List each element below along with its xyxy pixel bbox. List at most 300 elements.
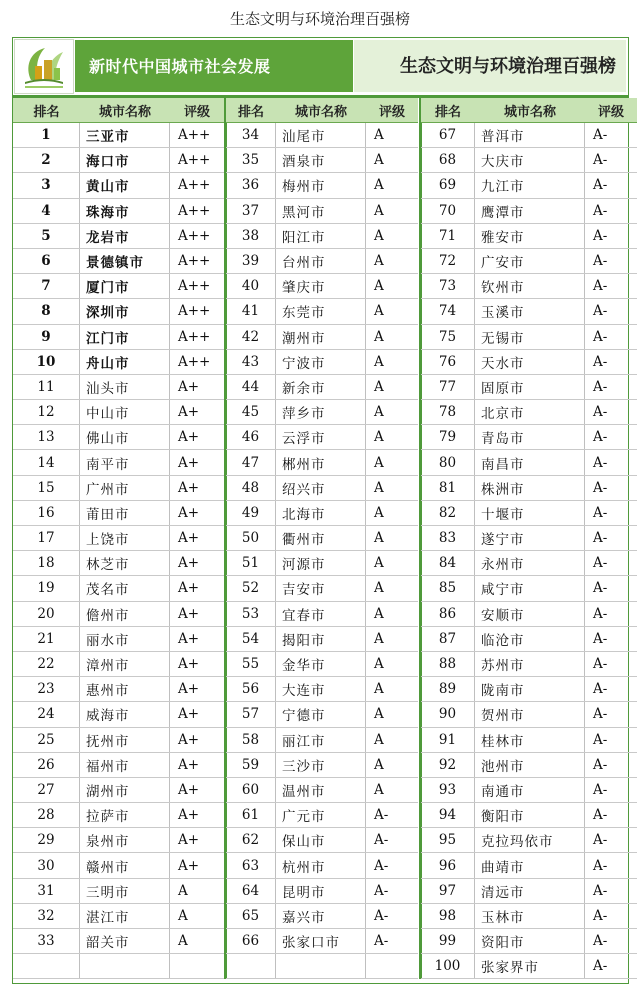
cell-rank: 80 [421,450,475,474]
cell-grade: A [374,253,384,270]
cell-rank: 27 [13,778,80,802]
table-row [13,476,224,501]
cell-grade: A [374,781,384,798]
cell-rank: 54 [226,627,276,651]
table-row [226,602,418,627]
cell-grade: A- [593,328,608,345]
cell-grade: A- [374,857,389,874]
table-row [226,728,418,753]
cell-rank: 5 [13,224,80,248]
cell-rank: 52 [226,576,276,600]
cell-grade: A+ [178,731,200,748]
cell-city: 大庆市 [475,148,585,172]
cell-city: 抚州市 [80,728,170,752]
table-row [421,400,637,425]
table-row [421,627,637,652]
cell-city: 大连市 [276,677,366,701]
cell-grade: A [374,630,384,647]
cell-rank: 29 [13,828,80,852]
cell-city: 广元市 [276,803,366,827]
cell-rank: 31 [13,879,80,903]
table-row [421,904,637,929]
cell-rank: 38 [226,224,276,248]
cell-city: 衢州市 [276,526,366,550]
cell-grade: A- [593,731,608,748]
cell-rank: 83 [421,526,475,550]
cell-city: 张家界市 [475,954,585,978]
cell-grade: A+ [178,404,200,421]
table-row [421,425,637,450]
cell-city: 嘉兴市 [276,904,366,928]
cell-rank: 30 [13,853,80,877]
table-row [226,803,418,828]
cell-city: 云浮市 [276,425,366,449]
cell-city: 北海市 [276,501,366,525]
cell-grade: A- [593,958,608,975]
cell-city: 酒泉市 [276,148,366,172]
table-row [13,803,224,828]
cell-city: 潮州市 [276,325,366,349]
cell-grade: A- [593,177,608,194]
cell-grade: A+ [178,454,200,471]
column-header-rank: 排名 [434,104,461,120]
cell-rank: 17 [13,526,80,550]
cell-city: 天水市 [475,350,585,374]
table-row [226,350,418,375]
cell-grade: A [178,933,188,950]
cell-city: 玉林市 [475,904,585,928]
table-row [13,602,224,627]
table-row [226,551,418,576]
cell-grade: A [374,504,384,521]
cell-city: 桂林市 [475,728,585,752]
cell-city: 阳江市 [276,224,366,248]
table-row [421,476,637,501]
cell-city: 萍乡市 [276,400,366,424]
table-row [13,828,224,853]
cell-city: 惠州市 [80,677,170,701]
table-row [13,904,224,929]
cell-grade: A+ [178,656,200,673]
cell-grade: A- [593,580,608,597]
table-row [421,728,637,753]
cell-city: 威海市 [80,702,170,726]
cell-grade: A- [593,756,608,773]
column-header-rank: 排名 [237,104,264,120]
cell-rank [226,954,276,978]
cell-city: 郴州市 [276,450,366,474]
cell-city: 池州市 [475,753,585,777]
table-row [226,652,418,677]
cell-rank: 9 [13,325,80,349]
cell-rank: 11 [13,375,80,399]
cell-city: 中山市 [80,400,170,424]
cell-city: 湛江市 [80,904,170,928]
cell-grade: A++ [178,227,211,244]
cell-city: 陇南市 [475,677,585,701]
table-row [13,753,224,778]
table-row [13,425,224,450]
cell-rank: 79 [421,425,475,449]
cell-grade: A++ [178,127,211,144]
cell-grade: A+ [178,857,200,874]
table-row [421,652,637,677]
cell-city [276,954,366,978]
header-right-band [354,40,626,92]
cell-rank: 26 [13,753,80,777]
table-row [226,753,418,778]
cell-rank: 44 [226,375,276,399]
column-header-city: 城市名称 [503,104,556,120]
cell-grade: A++ [178,177,211,194]
table-row [226,400,418,425]
cell-grade: A- [593,278,608,295]
cell-grade: A- [593,253,608,270]
cell-city: 杭州市 [276,853,366,877]
table-row [421,123,637,148]
cell-city: 上饶市 [80,526,170,550]
cell-rank: 65 [226,904,276,928]
cell-grade: A++ [178,303,211,320]
cell-city: 汕头市 [80,375,170,399]
cell-city: 宁波市 [276,350,366,374]
cell-grade: A [374,177,384,194]
cell-rank: 4 [13,199,80,223]
cell-grade: A- [593,429,608,446]
table-row [421,375,637,400]
cell-city: 咸宁市 [475,576,585,600]
cell-rank: 81 [421,476,475,500]
table-row [226,123,418,148]
table-row [13,652,224,677]
cell-grade: A [374,555,384,572]
cell-grade: A+ [178,756,200,773]
cell-rank: 93 [421,778,475,802]
table-row [421,350,637,375]
cell-rank: 12 [13,400,80,424]
table-row [421,325,637,350]
table-row [421,803,637,828]
ranking-table-frame [12,37,629,984]
cell-city: 无锡市 [475,325,585,349]
table-row [13,199,224,224]
table-row [13,853,224,878]
cell-rank: 60 [226,778,276,802]
table-row [421,450,637,475]
cell-city: 青岛市 [475,425,585,449]
table-row [13,954,224,979]
cell-rank: 69 [421,173,475,197]
cell-grade: A+ [178,530,200,547]
cell-grade: A- [593,555,608,572]
table-row [421,879,637,904]
cell-grade: A+ [178,429,200,446]
cell-city: 厦门市 [80,274,170,298]
cell-city: 十堰市 [475,501,585,525]
cell-grade: A [374,479,384,496]
cell-rank: 88 [421,652,475,676]
cell-rank: 48 [226,476,276,500]
column-header-grade: 评级 [183,104,210,120]
cell-city: 固原市 [475,375,585,399]
table-row [226,627,418,652]
cell-rank: 53 [226,602,276,626]
cell-city: 林芝市 [80,551,170,575]
table-row [13,677,224,702]
table-row [226,778,418,803]
cell-city: 黄山市 [80,173,170,197]
cell-rank: 22 [13,652,80,676]
cell-rank: 34 [226,123,276,147]
cell-rank: 13 [13,425,80,449]
table-row [13,501,224,526]
cell-rank: 1 [13,123,80,147]
cell-rank: 14 [13,450,80,474]
cell-city: 临沧市 [475,627,585,651]
cell-city: 揭阳市 [276,627,366,651]
cell-grade: A+ [178,630,200,647]
cell-grade: A- [593,378,608,395]
cell-city: 福州市 [80,753,170,777]
cell-city: 玉溪市 [475,299,585,323]
cell-rank: 7 [13,274,80,298]
table-row [226,148,418,173]
cell-grade: A- [593,781,608,798]
cell-rank: 68 [421,148,475,172]
cell-rank: 91 [421,728,475,752]
cell-grade: A+ [178,832,200,849]
cell-rank: 35 [226,148,276,172]
cell-grade: A- [593,202,608,219]
cell-grade: A+ [178,378,200,395]
cell-city: 江门市 [80,325,170,349]
cell-rank: 40 [226,274,276,298]
cell-grade: A- [593,605,608,622]
cell-rank [13,954,80,978]
table-row [421,602,637,627]
table-row [13,778,224,803]
table-row [13,148,224,173]
table-row [13,702,224,727]
cell-city: 广州市 [80,476,170,500]
table-row [421,299,637,324]
table-row [13,929,224,954]
table-row [226,576,418,601]
cell-city: 雅安市 [475,224,585,248]
table-row [226,450,418,475]
cell-rank: 50 [226,526,276,550]
cell-city: 儋州市 [80,602,170,626]
cell-rank: 75 [421,325,475,349]
cell-grade: A [374,656,384,673]
cell-rank: 82 [421,501,475,525]
cell-grade: A- [593,907,608,924]
table-row [226,199,418,224]
cell-grade: A- [374,832,389,849]
cell-rank: 86 [421,602,475,626]
cell-city: 保山市 [276,828,366,852]
cell-rank: 63 [226,853,276,877]
cell-rank: 37 [226,199,276,223]
cell-city: 新余市 [276,375,366,399]
cell-grade: A- [593,656,608,673]
cell-rank: 61 [226,803,276,827]
table-row [226,274,418,299]
cell-grade: A- [593,227,608,244]
cell-rank: 100 [421,954,475,978]
table-row [13,400,224,425]
cell-grade: A- [593,454,608,471]
cell-grade: A [374,378,384,395]
cell-city: 张家口市 [276,929,366,953]
cell-city: 拉萨市 [80,803,170,827]
cell-city: 温州市 [276,778,366,802]
cell-city: 丽江市 [276,728,366,752]
cell-rank: 59 [226,753,276,777]
cell-grade: A++ [178,278,211,295]
cell-rank: 89 [421,677,475,701]
cell-rank: 66 [226,929,276,953]
cell-grade: A [374,328,384,345]
cell-city: 资阳市 [475,929,585,953]
table-row [226,828,418,853]
cell-rank: 76 [421,350,475,374]
column-header-city: 城市名称 [98,104,151,120]
cell-city: 漳州市 [80,652,170,676]
table-row [421,853,637,878]
cell-rank: 98 [421,904,475,928]
table-row [421,274,637,299]
cell-rank: 42 [226,325,276,349]
cell-grade: A- [593,882,608,899]
cell-grade [170,954,224,978]
cell-rank: 90 [421,702,475,726]
cell-grade: A [374,454,384,471]
cell-grade: A- [374,933,389,950]
logo [14,39,74,94]
table-row [226,249,418,274]
cell-city: 衡阳市 [475,803,585,827]
cell-grade: A++ [178,328,211,345]
table-row [226,904,418,929]
cell-city: 深圳市 [80,299,170,323]
cell-grade: A [374,530,384,547]
cell-city: 普洱市 [475,123,585,147]
cell-grade: A- [593,681,608,698]
table-row [13,325,224,350]
cell-grade: A+ [178,580,200,597]
cell-city: 佛山市 [80,425,170,449]
table-row [13,350,224,375]
cell-grade: A+ [178,706,200,723]
cell-grade: A++ [178,353,211,370]
table-row [226,299,418,324]
cell-city: 莆田市 [80,501,170,525]
cell-city: 汕尾市 [276,123,366,147]
cell-city: 遂宁市 [475,526,585,550]
page-title: 生态文明与环境治理百强榜 [229,10,410,28]
cell-grade: A- [593,630,608,647]
cell-grade: A+ [178,504,200,521]
cell-rank: 23 [13,677,80,701]
cell-city: 湖州市 [80,778,170,802]
table-row [226,173,418,198]
table-row [226,853,418,878]
table-row [421,249,637,274]
table-row [226,501,418,526]
table-row [421,501,637,526]
cell-rank: 39 [226,249,276,273]
header-right-text: 生态文明与环境治理百强榜 [400,56,616,77]
cell-city: 南通市 [475,778,585,802]
cell-rank: 78 [421,400,475,424]
cell-grade: A [374,756,384,773]
cell-grade: A- [374,882,389,899]
cell-city: 宜春市 [276,602,366,626]
cell-city: 株洲市 [475,476,585,500]
table-row [421,929,637,954]
cell-grade: A- [374,907,389,924]
header-left-text: 新时代中国城市社会发展 [89,57,271,76]
cell-grade: A- [593,303,608,320]
cell-rank: 19 [13,576,80,600]
table-row [226,954,418,979]
cell-city: 肇庆市 [276,274,366,298]
cell-grade: A++ [178,202,211,219]
cell-grade: A- [593,152,608,169]
column-group-1 [13,98,224,979]
cell-city: 永州市 [475,551,585,575]
table-row [421,526,637,551]
cell-rank: 94 [421,803,475,827]
cell-city: 绍兴市 [276,476,366,500]
header-left-band [75,40,353,92]
table-row [226,375,418,400]
cell-rank: 55 [226,652,276,676]
cell-rank: 62 [226,828,276,852]
cell-grade: A [374,303,384,320]
table-header-banner [13,38,628,98]
cell-rank: 2 [13,148,80,172]
cell-grade: A- [593,353,608,370]
cell-grade: A [178,907,188,924]
cell-grade: A [374,227,384,244]
table-row [421,954,637,979]
cell-rank: 74 [421,299,475,323]
table-row [421,778,637,803]
cell-city: 珠海市 [80,199,170,223]
cell-rank: 95 [421,828,475,852]
cell-grade: A [374,681,384,698]
cell-rank: 56 [226,677,276,701]
cell-city: 南平市 [80,450,170,474]
cell-city: 东莞市 [276,299,366,323]
cell-city: 贺州市 [475,702,585,726]
table-row [226,526,418,551]
cell-city: 赣州市 [80,853,170,877]
cell-rank: 85 [421,576,475,600]
cell-rank: 41 [226,299,276,323]
cell-grade: A [374,127,384,144]
table-row [421,677,637,702]
cell-grade: A- [593,479,608,496]
cell-grade: A- [593,857,608,874]
cell-rank: 16 [13,501,80,525]
table-row [226,476,418,501]
column-header-grade: 评级 [378,104,405,120]
column-group-3 [421,98,637,979]
cell-city: 克拉玛依市 [475,828,585,852]
